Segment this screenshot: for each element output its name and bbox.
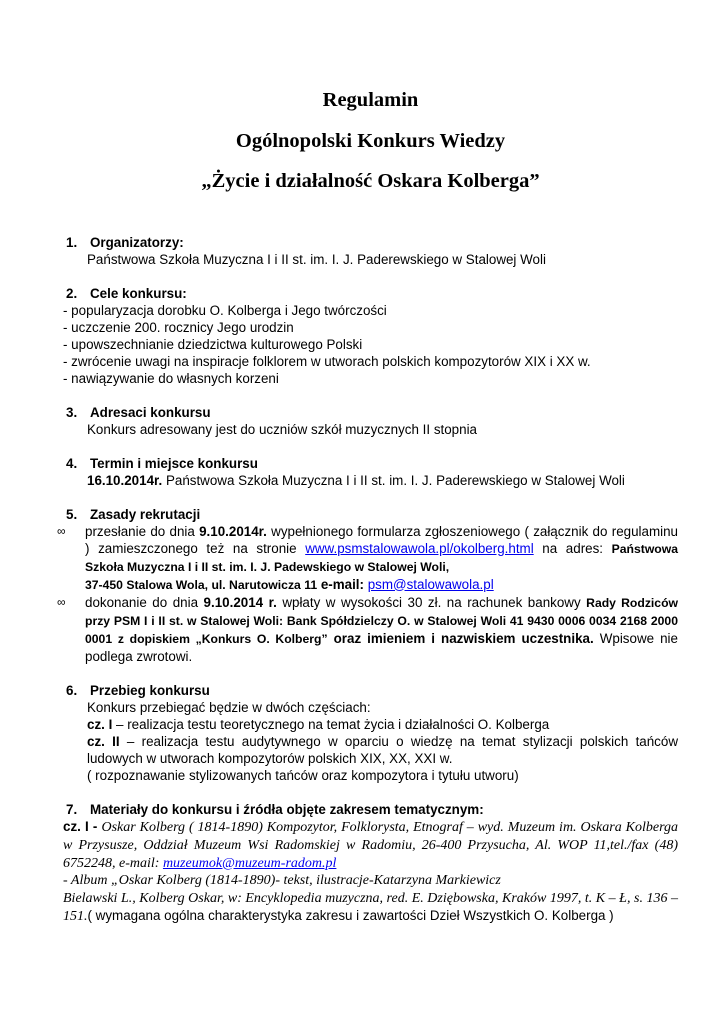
bank-details: Rady Rodziców przy PSM I i II st. w Stalowej Woli: Bank Spółdzielczy O. w Stalowej Woli 41 9430 0006 0034 2168 2000 0001 z dopiskiem „Konkurs O. Kolberg”: [85, 595, 679, 646]
section-materials: [63, 801, 678, 925]
goal-item: - upowszechnianie dziedzictwa kulturowego Polski: [63, 336, 363, 352]
infinity-bullet-icon: ∞: [57, 523, 66, 538]
part-label: cz. II: [87, 733, 120, 749]
part-text: – realizacja testu audytywnego w oparciu o wiedzę na temat stylizacji polskich tańców ludowych w utworach kompozytorów polskich XIX, XX, XXI w.: [87, 733, 678, 766]
section-heading: [63, 455, 678, 472]
contest-place: Państwowa Szkoła Muzyczna I i II st. im. I. J. Paderewskiego w Stalowej Woli: [162, 472, 625, 488]
source-2: - Album „Oskar Kolberg (1814-1890)- tekst, ilustracje-Katarzyna Markiewicz: [63, 872, 501, 888]
section-title: Cele konkursu:: [90, 285, 187, 301]
section-title: Adresaci konkursu: [90, 404, 211, 420]
museum-email-link[interactable]: muzeumok@muzeum-radom.pl: [162, 855, 337, 871]
email-label: e-mail:: [317, 576, 368, 592]
audience-text: Konkurs adresowany jest do uczniów szkół muzycznych II stopnia: [87, 421, 477, 437]
source-note: ( wymagana ogólna charakterystyka zakresu i zawartości Dzieł Wszystkich O. Kolberga ): [87, 907, 614, 923]
school-address: Państwowa Szkoła Muzyczna I i II st. im. I. J. Padewskiego w Stalowej Woli,: [85, 541, 679, 574]
rule-text: Wpisowe nie podlega zwrotowi.: [85, 630, 678, 664]
date-place-text: [63, 472, 678, 489]
recruitment-rule-form: [57, 523, 679, 594]
section-number: 7.: [66, 801, 78, 817]
goal-item: - uczczenie 200. rocznicy Jego urodzin: [63, 319, 294, 335]
section-number: 1.: [66, 234, 78, 250]
section-title: Zasady rekrutacji: [90, 506, 201, 522]
doc-subtitle-theme: „Życie i działalność Oskara Kolberga”: [201, 170, 540, 192]
procedure-note: ( rozpoznawanie stylizowanych tańców oraz kompozytora i tytułu utworu): [87, 767, 519, 783]
source-1: [63, 818, 678, 872]
street-address: 37-450 Stalowa Wola, ul. Narutowicza 11: [85, 577, 318, 592]
section-heading: [63, 285, 678, 302]
rule-text: przesłanie do dnia: [85, 523, 200, 539]
procedure-part-2: [63, 733, 678, 767]
source-text: Bielawski L., Kolberg Oskar, w: Encyklopedia muzyczna, red. E. Dziębowska, Kraków 1997, t. K – Ł, s. 136 – 151.: [63, 890, 678, 924]
section-heading: [63, 801, 678, 818]
source-text: Oskar Kolberg ( 1814-1890) Kompozytor, Folklorysta, Etnograf – wyd. Muzeum im. Oskara Kolberga w Przysusze, Oddział Muzeum Wsi Radomskiej w Radomiu, 26-400 Przysucha, Al. WOP 11,tel./fax (48) 6752248, e-mail:: [63, 819, 678, 871]
payment-note: oraz imieniem i nazwiskiem uczestnika.: [327, 630, 594, 646]
part-label: cz. I: [87, 716, 113, 732]
section-title: Materiały do konkursu i źródła objęte zakresem tematycznym:: [90, 801, 484, 817]
section-number: 6.: [66, 682, 78, 698]
procedure-part-1: [63, 716, 678, 733]
doc-title: Regulamin: [322, 89, 419, 111]
recruitment-rule-payment: [57, 594, 679, 665]
section-number: 2.: [66, 285, 78, 301]
rule-text: dokonanie do dnia: [85, 594, 204, 610]
section-heading: [63, 404, 678, 421]
email-link[interactable]: psm@stalowawola.pl: [367, 576, 494, 592]
section-heading: [63, 234, 678, 251]
source-3: [63, 889, 678, 925]
section-procedure: [63, 682, 678, 784]
rule-text: wypełnionego formularza zgłoszeniowego ( załącznik do regulaminu ) zamieszczonego też na stronie: [85, 523, 678, 556]
goal-item: - nawiązywanie do własnych korzeni: [63, 370, 279, 386]
section-recruitment: [57, 506, 679, 665]
deadline-date: 9.10.2014r.: [199, 523, 267, 539]
section-heading: [63, 682, 678, 699]
section-title: Przebieg konkursu: [90, 682, 210, 698]
part-label: cz. I -: [63, 818, 102, 834]
website-link[interactable]: www.psmstalowawola.pl/okolberg.html: [305, 540, 534, 556]
deadline-date: 9.10.2014 r.: [203, 594, 277, 610]
rule-text: wpłaty w wysokości 30 zł. na rachunek bankowy: [276, 594, 587, 610]
section-title: Organizatorzy:: [90, 234, 184, 250]
organizer-name: Państwowa Szkoła Muzyczna I i II st. im. I. J. Paderewskiego w Stalowej Woli: [87, 251, 546, 267]
section-title: Termin i miejsce konkursu: [90, 455, 258, 471]
doc-subtitle-contest: Ogólnopolski Konkurs Wiedzy: [235, 129, 506, 152]
section-organizers: [63, 234, 678, 268]
procedure-intro: Konkurs przebiegać będzie w dwóch częściach:: [87, 699, 371, 715]
goal-item: - zwrócenie uwagi na inspiracje folklorem w utworach polskich kompozytorów XIX i XX w.: [63, 353, 591, 369]
section-goals: [63, 285, 678, 387]
section-heading: [63, 506, 678, 523]
section-number: 4.: [66, 455, 78, 471]
part-text: – realizacja testu teoretycznego na temat życia i działalności O. Kolberga: [112, 716, 550, 732]
section-audience: [63, 404, 678, 438]
rule-text: na adres:: [533, 540, 612, 556]
infinity-bullet-icon: ∞: [57, 594, 66, 609]
contest-date: 16.10.2014r.: [87, 472, 163, 488]
goal-item: - popularyzacja dorobku O. Kolberga i Jego twórczości: [63, 302, 387, 318]
section-date-place: [63, 455, 678, 489]
section-number: 3.: [66, 404, 78, 420]
section-number: 5.: [66, 506, 78, 522]
